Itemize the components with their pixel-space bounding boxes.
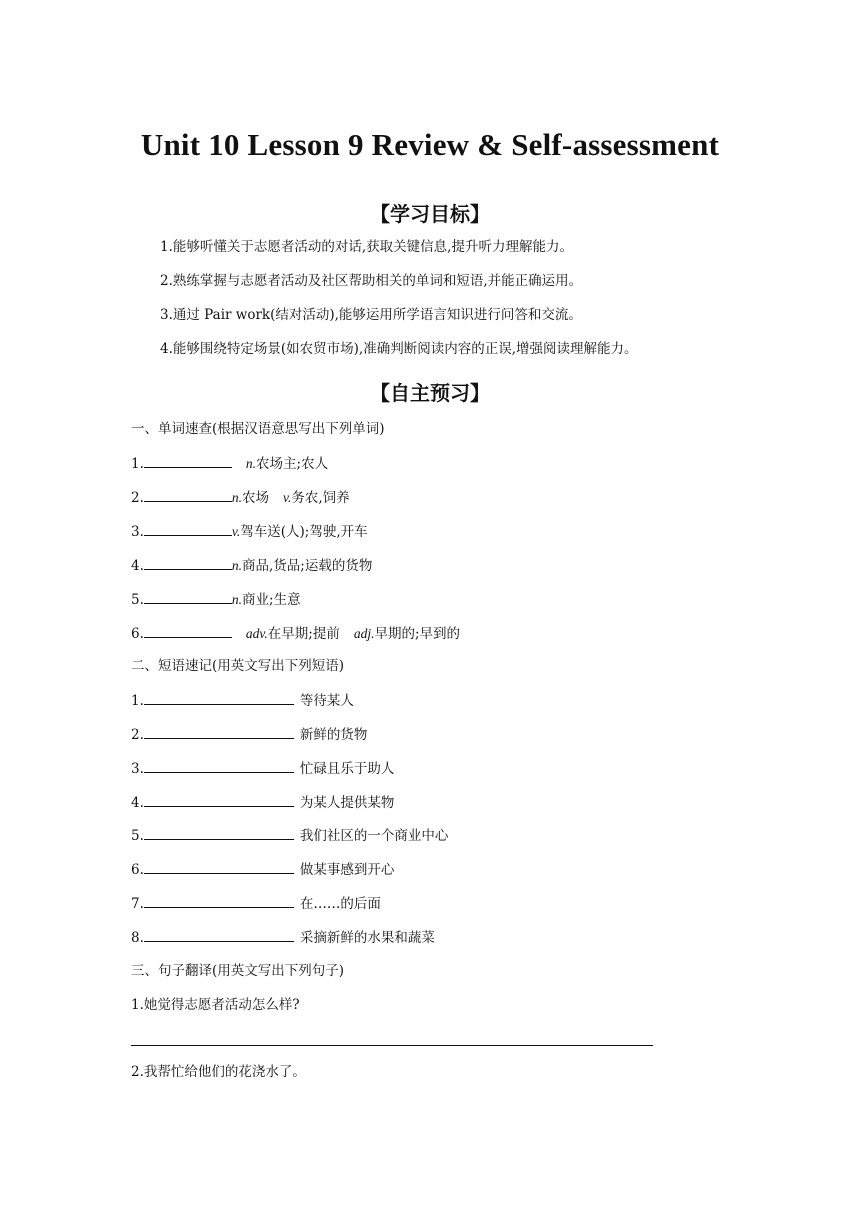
item-number: 1.	[131, 693, 144, 709]
word-item	[131, 590, 301, 609]
answer-blank[interactable]	[144, 691, 294, 705]
word-meaning: 农场主;农人	[256, 456, 329, 472]
phrase-meaning: 新鲜的货物	[299, 727, 368, 743]
phrase-item	[131, 793, 394, 812]
phrase-meaning: 忙碌且乐于助人	[299, 761, 395, 777]
word-item	[131, 522, 368, 541]
word-meaning: 商品,货品;运载的货物	[242, 558, 373, 574]
phrase-meaning: 在……的后面	[299, 896, 381, 912]
word-item	[131, 488, 350, 507]
item-number: 3.	[131, 524, 144, 540]
word-meaning: 在早期;提前	[267, 626, 340, 642]
phrase-item	[131, 928, 435, 947]
answer-blank[interactable]	[144, 759, 294, 773]
item-number: 4.	[131, 795, 144, 811]
answer-blank[interactable]	[144, 488, 232, 502]
part-of-speech: adv.	[245, 626, 268, 641]
word-meaning: 务农,饲养	[291, 490, 350, 506]
answer-blank[interactable]	[144, 454, 232, 468]
item-number: 6.	[131, 862, 144, 878]
phrase-item	[131, 860, 394, 879]
answer-blank[interactable]	[144, 556, 232, 570]
item-number: 6.	[131, 626, 144, 642]
answer-blank[interactable]	[144, 826, 294, 840]
goal-item: 4.能够围绕特定场景(如农贸市场),准确判断阅读内容的正误,增强阅读理解能力。	[160, 341, 638, 357]
page-title: Unit 10 Lesson 9 Review & Self-assessment	[140, 127, 720, 162]
answer-blank[interactable]	[144, 725, 294, 739]
answer-blank[interactable]	[144, 860, 294, 874]
phrase-meaning: 采摘新鲜的水果和蔬菜	[299, 930, 435, 946]
part-of-speech: n.	[231, 558, 243, 573]
sentence-item: 1.她觉得志愿者活动怎么样?	[131, 997, 300, 1013]
phrase-item	[131, 759, 394, 778]
phrases-heading: 二、短语速记(用英文写出下列短语)	[131, 658, 345, 674]
goal-item: 3.通过 Pair work(结对活动),能够运用所学语言知识进行问答和交流。	[160, 307, 582, 323]
phrase-meaning: 为某人提供某物	[299, 795, 395, 811]
item-number: 5.	[131, 592, 144, 608]
item-number: 7.	[131, 896, 144, 912]
item-number: 5.	[131, 828, 144, 844]
goal-item: 1.能够听懂关于志愿者活动的对话,获取关键信息,提升听力理解能力。	[160, 239, 573, 255]
preview-heading: 【自主预习】	[370, 381, 490, 405]
goals-heading: 【学习目标】	[370, 202, 490, 226]
item-number: 8.	[131, 930, 144, 946]
sentence-item: 2.我帮忙给他们的花浇水了。	[131, 1064, 306, 1080]
part-of-speech: v.	[283, 490, 292, 505]
word-meaning: 早期的;早到的	[374, 626, 461, 642]
part-of-speech: n.	[245, 456, 257, 471]
words-heading: 一、单词速查(根据汉语意思写出下列单词)	[131, 421, 385, 437]
word-meaning: 商业;生意	[242, 592, 301, 608]
word-meaning: 农场	[242, 490, 270, 506]
phrase-meaning: 等待某人	[299, 693, 354, 709]
part-of-speech: v.	[231, 524, 241, 539]
answer-line[interactable]	[131, 1045, 653, 1046]
goal-item: 2.熟练掌握与志愿者活动及社区帮助相关的单词和短语,并能正确运用。	[160, 273, 583, 289]
phrase-item	[131, 725, 367, 744]
word-item	[131, 556, 372, 575]
answer-blank[interactable]	[144, 624, 232, 638]
phrase-meaning: 我们社区的一个商业中心	[299, 828, 449, 844]
phrase-item	[131, 826, 448, 845]
word-meaning: 驾车送(人);驾驶,开车	[240, 524, 368, 540]
part-of-speech: n.	[231, 490, 243, 505]
phrase-item	[131, 691, 354, 710]
item-number: 2.	[131, 490, 144, 506]
phrase-item	[131, 894, 381, 913]
item-number: 2.	[131, 727, 144, 743]
phrase-meaning: 做某事感到开心	[299, 862, 395, 878]
sentences-heading: 三、句子翻译(用英文写出下列句子)	[131, 963, 345, 979]
word-item	[131, 454, 328, 473]
part-of-speech: n.	[231, 592, 243, 607]
item-number: 4.	[131, 558, 144, 574]
answer-blank[interactable]	[144, 894, 294, 908]
item-number: 1.	[131, 456, 144, 472]
answer-blank[interactable]	[144, 793, 294, 807]
answer-blank[interactable]	[144, 522, 232, 536]
answer-blank[interactable]	[144, 590, 232, 604]
part-of-speech: adj.	[353, 626, 375, 641]
word-item	[131, 624, 460, 643]
answer-blank[interactable]	[144, 928, 294, 942]
item-number: 3.	[131, 761, 144, 777]
